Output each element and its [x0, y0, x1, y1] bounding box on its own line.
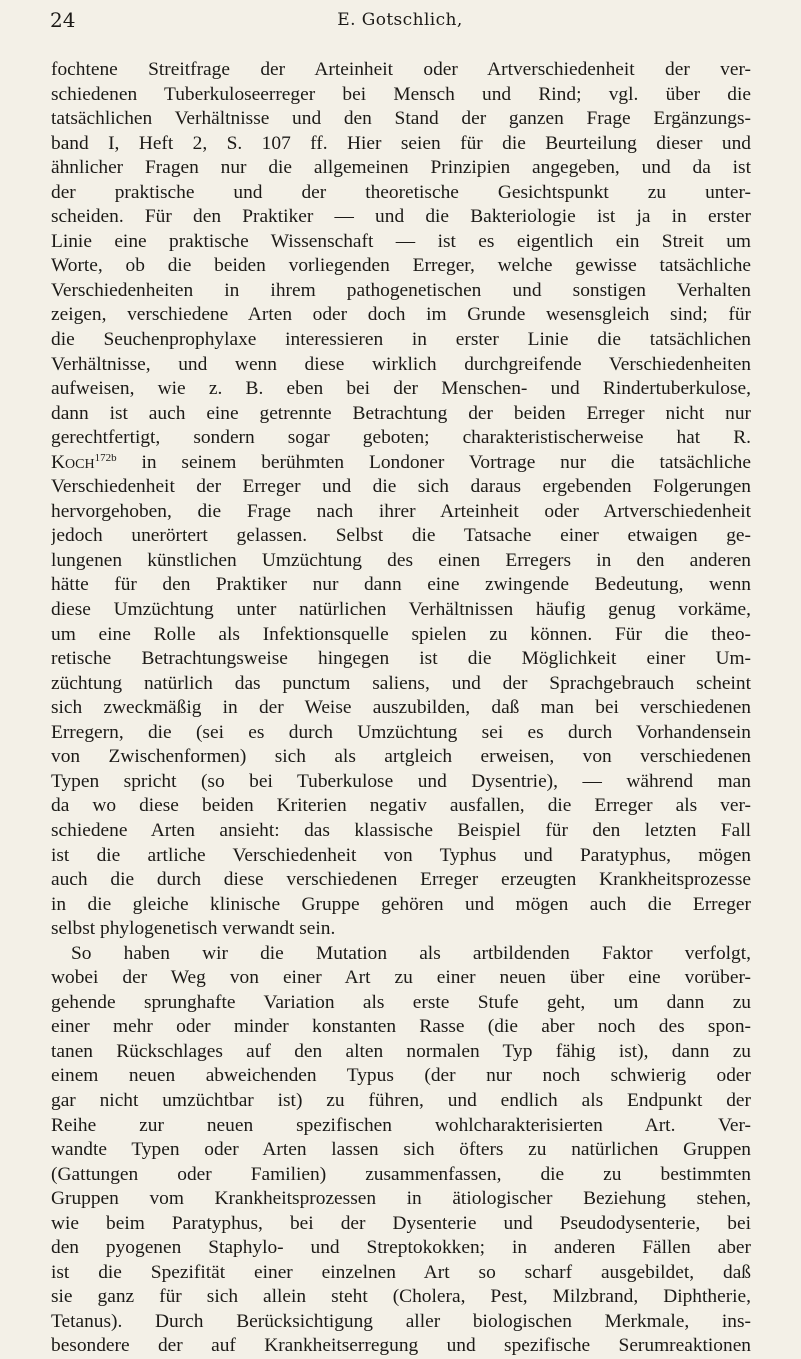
text-line: Linie eine praktische Wissenschaft — ist es eigentlich ein Streit um: [51, 230, 751, 252]
text-line: tanen Rückschlages auf den alten normalen Typ fähig ist), dann zu: [51, 1040, 751, 1062]
text-line: lungenen künstlichen Umzüchtung des einen Erregers in den anderen: [51, 549, 751, 571]
text-line: fochtene Streitfrage der Arteinheit oder Artverschiedenheit der ver-: [51, 59, 751, 80]
text-line: gehende sprunghafte Variation als erste Stufe geht, um dann zu: [51, 991, 751, 1013]
text-line: besondere der auf Krankheitserregung und spezifische Serumreaktionen: [51, 1335, 751, 1357]
text-line: Reihe zur neuen spezifischen wohlcharakterisierten Art. Ver-: [51, 1114, 751, 1136]
text-line: Tetanus). Durch Berücksichtigung aller biologischen Merkmale, ins-: [51, 1310, 751, 1332]
body-text: [51, 58, 751, 1359]
text-line: Erregern, die (sei es durch Umzüchtung sei es durch Vorhandensein: [51, 721, 751, 743]
text-line: gerechtfertigt, sondern sogar geboten; charakteristischerweise hat R.: [51, 427, 751, 449]
page-number: 24: [50, 8, 76, 32]
text-line: diese Umzüchtung unter natürlichen Verhältnissen häufig genug vorkäme,: [51, 599, 751, 621]
text-line: einem neuen abweichenden Typus (der nur noch schwierig oder: [51, 1065, 751, 1087]
text-line: sie ganz für sich allein steht (Cholera, Pest, Milzbrand, Diphtherie,: [51, 1286, 751, 1308]
author-name: Koch: [51, 451, 95, 473]
text-line: Worte, ob die beiden vorliegenden Erreger, welche gewisse tatsächliche: [51, 255, 751, 277]
text-line: ähnlicher Fragen nur die allgemeinen Prinzipien angegeben, und da ist: [51, 157, 751, 179]
text-line: scheiden. Für den Praktiker — und die Bakteriologie ist ja in erster: [51, 206, 751, 228]
text-line: zeigen, verschiedene Arten oder doch im Grunde wesensgleich sind; für: [51, 304, 751, 326]
text-line: (Gattungen oder Familien) zusammenfassen, die zu bestimmten: [51, 1163, 751, 1185]
text-line: da wo diese beiden Kriterien negativ ausfallen, die Erreger als ver-: [51, 795, 751, 817]
text-line: gar nicht umzüchtbar ist) zu führen, und endlich als Endpunkt der: [51, 1089, 751, 1111]
running-head: E. Gotschlich,: [337, 10, 463, 30]
paragraph-end-line: selbst phylogenetisch verwandt sein.: [51, 918, 336, 940]
reference-marker: 172b: [94, 451, 117, 464]
text-line: von Zwischenformen) sich als artgleich erweisen, von verschiedenen: [51, 746, 751, 768]
text-line: tatsächlichen Verhältnisse und den Stand der ganzen Frage Ergänzungs-: [51, 108, 751, 130]
text-line-koch: [51, 451, 751, 476]
text-line: Verschiedenheiten in ihrem pathogenetischen und sonstigen Verhalten: [51, 279, 751, 301]
text-line: schiedene Arten ansieht: das klassische Beispiel für den letzten Fall: [51, 819, 751, 841]
text-line: ist die artliche Verschiedenheit von Typhus und Paratyphus, mögen: [51, 844, 751, 866]
text-line: ist die Spezifität einer einzelnen Art so scharf ausgebildet, daß: [51, 1261, 751, 1283]
text-line: der praktische und der theoretische Gesichtspunkt zu unter-: [51, 181, 751, 203]
text-line: um eine Rolle als Infektionsquelle spielen zu können. Für die theo-: [51, 623, 751, 645]
text-line: aufweisen, wie z. B. eben bei der Menschen- und Rindertuberkulose,: [51, 378, 751, 400]
text-line: auch die durch diese verschiedenen Erreger erzeugten Krankheitsprozesse: [51, 869, 751, 891]
text-line: in die gleiche klinische Gruppe gehören und mögen auch die Erreger: [51, 893, 751, 915]
page-header: [50, 6, 750, 36]
text-line: züchtung natürlich das punctum saliens, und der Sprachgebrauch scheint: [51, 672, 751, 694]
text-line: einer mehr oder minder konstanten Rasse (die aber noch des spon-: [51, 1016, 751, 1038]
text-line: wie beim Paratyphus, bei der Dysenterie und Pseudodysenterie, bei: [51, 1212, 751, 1234]
text-line-rest: in seinem berühmten Londoner Vortrage nur die tatsächliche: [141, 451, 751, 473]
text-line: Verschiedenheit der Erreger und die sich daraus ergebenden Folgerungen: [51, 476, 751, 498]
text-line: Verhältnisse, und wenn diese wirklich durchgreifende Verschiedenheiten: [51, 353, 751, 375]
text-line: band I, Heft 2, S. 107 ff. Hier seien für die Beurteilung dieser und: [51, 132, 751, 154]
text-line: retische Betrachtungsweise hingegen ist die Möglichkeit einer Um-: [51, 648, 751, 670]
text-line: Gruppen vom Krankheitsprozessen in ätiologischer Beziehung stehen,: [51, 1188, 751, 1210]
text-line: Typen spricht (so bei Tuberkulose und Dysentrie), — während man: [51, 770, 751, 792]
text-line: sich zweckmäßig in der Weise auszubilden, daß man bei verschiedenen: [51, 697, 751, 719]
text-line: die Seuchenprophylaxe interessieren in erster Linie die tatsächlichen: [51, 329, 751, 351]
text-line: hervorgehoben, die Frage nach ihrer Arteinheit oder Artverschiedenheit: [51, 500, 751, 522]
text-line: wandte Typen oder Arten lassen sich öfters zu natürlichen Gruppen: [51, 1139, 751, 1161]
text-line: hätte für den Praktiker nur dann eine zwingende Bedeutung, wenn: [51, 574, 751, 596]
paragraph-start-line: So haben wir die Mutation als artbildenden Faktor verfolgt,: [71, 942, 751, 964]
text-line: wobei der Weg von einer Art zu einer neuen über eine vorüber-: [51, 967, 751, 989]
text-line: dann ist auch eine getrennte Betrachtung der beiden Erreger nicht nur: [51, 402, 751, 424]
text-line: schiedenen Tuberkuloseerreger bei Mensch und Rind; vgl. über die: [51, 83, 751, 105]
text-line: den pyogenen Staphylo- und Streptokokken; in anderen Fällen aber: [51, 1237, 751, 1259]
text-line: jedoch unerörtert gelassen. Selbst die Tatsache einer etwaigen ge-: [51, 525, 751, 547]
